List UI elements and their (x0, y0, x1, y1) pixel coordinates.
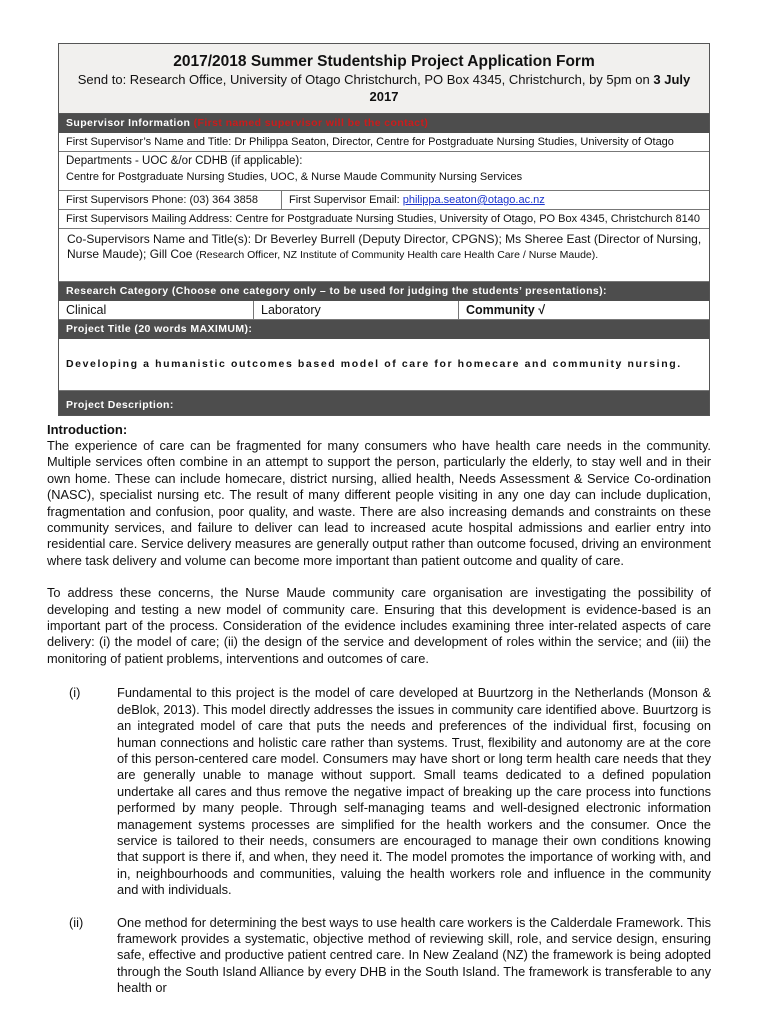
phone-email-row (59, 191, 709, 210)
research-category-bar: Research Category (Choose one category only – to be used for judging the students’ presentations): (59, 282, 709, 301)
supervisor-section-bar (59, 114, 709, 133)
first-supervisor-row: First Supervisor’s Name and Title: Dr Philippa Seaton, Director, Centre for Postgraduate Nursing Studies, University of Otago (59, 133, 709, 152)
list-item-number: (i) (69, 685, 81, 701)
category-community[interactable]: Community √ (466, 303, 546, 317)
intro-heading: Introduction: (47, 422, 128, 437)
numbered-list (47, 685, 711, 996)
email-link[interactable]: philippa.seaton@otago.ac.nz (402, 194, 545, 206)
subtitle-text: Send to: Research Office, University of Otago Christchurch, PO Box 4345, Christchurch, by 5pm on (77, 72, 654, 87)
phone-field: First Supervisors Phone: (03) 364 3858 (59, 191, 282, 209)
form-header (59, 44, 709, 114)
intro-paragraph-1: The experience of care can be fragmented for many consumers who have health care needs in the community. Multiple services often combine in an attempt to support the person, particularly the elderly, to stay well and in their own home. These can include homecare, district nursing, allied health, Needs Assessment & Service Co-ordination (NASC), specialist nursing etc. The result of many different people visiting in any one day can include duplication, fragmentation and confusion, poor quality, and waste. There are also increasing demands and constraints on these community services, and failure to deliver can lead to increased acute hospital admissions and earlier entry into residential care. Service delivery measures are generally output rather than outcome focused, driving an environment where task delivery and volume can become more important than patient outcome and quality of care. (47, 438, 711, 568)
supervisor-bar-note: (First named supervisor will be the contact) (193, 117, 429, 129)
cosupervisors-text: Co-Supervisors Name and Title(s): Dr Beverley Burrell (Deputy Director, CPGNS); Ms Sheree East (Director of Nursing, Nurse Maude); Gill Coe (67, 232, 702, 261)
email-field (282, 191, 552, 209)
category-clinical[interactable]: Clinical (59, 301, 254, 319)
form-title: 2017/2018 Summer Studentship Project Application Form (173, 53, 595, 70)
list-item-number: (ii) (69, 914, 84, 930)
list-item-text: Fundamental to this project is the model of care developed at Buurtzorg in the Netherlands (Monson & deBlok, 2013). This model directly addresses the issues in community care identified above. Buurtzorg is an integrated model of care that puts the needs and preferences of the individual first, focusing on human connections and holistic care rather than systems. Trust, flexibility and autonomy are at the core of this person-centered care model. Consumers may have short or long term health care needs that they are generally unable to manage without support. Small teams dedicated to a defined population undertake all cares and thus remove the negative impact of breaking up the care process into functions performed by many people. Through self-managing teams and well-designed electronic information management systems processes are simplified for the health workers and the consumer. Once the service is tailored to their needs, consumers are encouraged to manage their own conditions knowing that support is there if, and when, they need it. The model promotes the importance of working with, and in, neighbourhoods and communities, valuing the health workers role and influence in the community and with individuals. (117, 685, 711, 898)
project-title: Developing a humanistic outcomes based model of care for homecare and community nursing. (59, 339, 709, 391)
project-title-bar: Project Title (20 words MAXIMUM): (59, 320, 709, 339)
departments-row (59, 152, 709, 191)
list-item (47, 915, 711, 997)
form-subtitle (63, 71, 705, 105)
list-item (47, 685, 711, 898)
mailing-address-row: First Supervisors Mailing Address: Centre for Postgraduate Nursing Studies, University of Otago, PO Box 4345, Christchurch 8140 (59, 210, 709, 229)
category-row (59, 301, 709, 320)
departments-label: Departments - UOC &/or CDHB (if applicable): (66, 155, 303, 167)
project-description-body (47, 421, 711, 1013)
cosupervisors-note: (Research Officer, NZ Institute of Community Health care Health Care / Nurse Maude). (195, 249, 599, 261)
email-label: First Supervisor Email: (289, 194, 403, 206)
deadline: 3 July 2017 (369, 72, 691, 104)
project-description-bar: Project Description: (59, 391, 709, 415)
intro-paragraph-2: To address these concerns, the Nurse Maude community care organisation are investigating the possibility of developing and testing a new model of community care. Ensuring that this development is evidence-based is an important part of the process. Consideration of the evidence includes examining three inter-related aspects of care delivery: (i) the model of care; (ii) the design of the service and development of roles within the service; and (iii) the monitoring of patient problems, interventions and outcomes of care. (47, 585, 711, 666)
category-laboratory[interactable]: Laboratory (254, 301, 459, 319)
application-form (58, 43, 710, 416)
cosupervisors-row (59, 229, 709, 282)
supervisor-bar-label: Supervisor Information (66, 117, 191, 129)
departments-value: Centre for Postgraduate Nursing Studies, UOC, & Nurse Maude Community Nursing Services (66, 171, 523, 183)
list-item-text: One method for determining the best ways to use health care workers is the Calderdale Framework. This framework provides a systematic, objective method of reviewing skill, role, and service design, ensuring safe, effective and productive patient centred care. In New Zealand (NZ) the framework is being adopted through the South Island Alliance by every DHB in the South Island. The framework is transferable to any health or (117, 914, 711, 996)
